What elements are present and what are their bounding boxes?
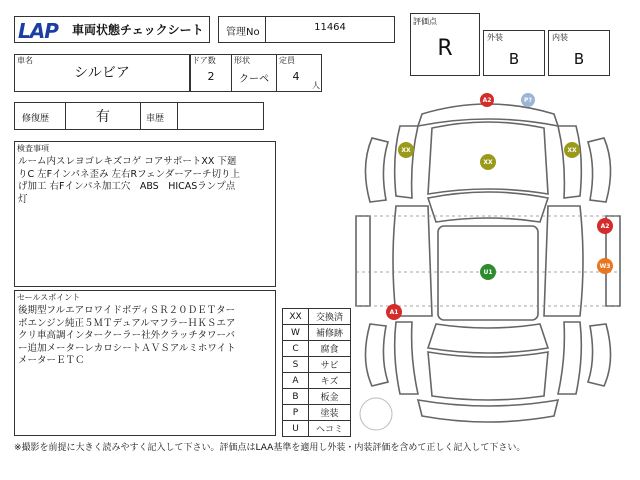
car-rear-window (428, 324, 548, 353)
legend-row (283, 325, 351, 341)
exterior-value: B (508, 50, 520, 68)
legend-row (283, 309, 351, 325)
car-trunk (428, 352, 548, 400)
car-left-door (393, 206, 432, 316)
legend-code: W (283, 325, 309, 341)
legend-desc: キズ (309, 373, 351, 389)
car-left-arch-rear (365, 324, 388, 386)
legend-row (283, 421, 351, 437)
marker-label: A2 (600, 223, 610, 230)
legend-code: S (283, 357, 309, 373)
grade-value: R (437, 36, 453, 61)
legend-row (283, 373, 351, 389)
repair-label: 修復歴 (22, 114, 50, 124)
car-left-side (356, 216, 370, 306)
inspection-line: ルーム内スレヨゴレキズコゲ コアサポートXX 下廻 (18, 156, 237, 167)
legend-code: C (283, 341, 309, 357)
sales-line: クリ車高調インタークーラー社外クラッチタワーバ (18, 330, 235, 341)
recall-label: 車歴 (146, 114, 165, 124)
damage-legend (282, 308, 351, 437)
sales-line: メーターＥＴＣ (18, 355, 85, 366)
marker-label: A1 (389, 309, 399, 316)
grade-label: 評価点 (413, 17, 437, 26)
sales-label: セールスポイント (17, 293, 81, 302)
logo-text: LAP (18, 19, 58, 42)
legend-code: XX (283, 309, 309, 325)
car-rear-fender-left (395, 322, 418, 394)
legend-desc: ヘコミ (309, 421, 351, 437)
legend-desc: サビ (309, 357, 351, 373)
legend-row (283, 341, 351, 357)
capacity-value: 4 (292, 70, 300, 83)
sales-line: ボエンジン純正５ＭＴデュアルマフラーＨＫＳエア (18, 317, 236, 329)
shape-value: クーペ (239, 74, 269, 85)
car-front-fender-right (558, 126, 581, 198)
car-front-fender-left (395, 126, 418, 198)
car-right-door (544, 206, 583, 316)
marker-label: XX (483, 159, 493, 166)
car-outline (356, 104, 620, 422)
exterior-label: 外装 (487, 33, 503, 42)
marker (480, 154, 496, 170)
vehicle-name-label: 車名 (17, 56, 33, 65)
marker (480, 264, 496, 280)
car-windshield (428, 192, 548, 222)
repair-value: 有 (96, 109, 110, 125)
legend-desc: 交換済 (309, 309, 351, 325)
recall-value-cell (177, 102, 264, 130)
legend-code: B (283, 389, 309, 405)
marker-label: P? (524, 97, 532, 104)
marker (597, 258, 613, 274)
marker (597, 218, 613, 234)
sales-line: ー追加メーターレカロシートＡＶＳアルミホワイト (18, 342, 236, 354)
mgmt-label: 管理No (226, 27, 260, 38)
inspection-line: りC 左Fインパネ歪み 左右Rフェンダーアーチ切り上 (18, 168, 240, 180)
car-left-arch-front (365, 138, 388, 202)
title-frame (14, 16, 210, 43)
marker-label: A2 (482, 97, 492, 104)
car-right-arch-rear (588, 324, 611, 386)
legend-code: U (283, 421, 309, 437)
legend-desc: 板金 (309, 389, 351, 405)
car-rear-fender-right (558, 322, 581, 394)
marker-label: XX (401, 147, 411, 154)
marker (480, 93, 494, 107)
marker-label: W3 (599, 263, 611, 270)
legend-desc: 補修跡 (309, 325, 351, 341)
interior-label: 内装 (552, 33, 568, 42)
marker (521, 93, 535, 107)
doors-label: ドア数 (192, 56, 216, 65)
legend-row (283, 357, 351, 373)
marker (398, 142, 414, 158)
inspection-line: げ加工 右Fインパネ加工穴 ABS HICASランプ点 (18, 181, 236, 192)
car-rear-bumper (418, 400, 558, 422)
car-diagram (352, 86, 624, 436)
marker (564, 142, 580, 158)
legend-row (283, 405, 351, 421)
interior-value: B (573, 50, 585, 68)
sales-line: 後期型フルエアロワイドボディＳＲ２０ＤＥＴター (18, 305, 236, 316)
legend-row (283, 389, 351, 405)
car-right-arch-front (588, 138, 611, 202)
marker (386, 304, 402, 320)
marker-label: XX (567, 147, 577, 154)
legend-code: A (283, 373, 309, 389)
doors-value: 2 (207, 70, 215, 83)
legend-code: P (283, 405, 309, 421)
capacity-unit: 人 (312, 81, 320, 90)
spare-tire-circle (360, 398, 392, 430)
footer-note: ※撮影を前提に大きく読みやすく記入して下さい。評価点はLAA基準を適用し外装・内装評価を含めて正しく記入して下さい。 (14, 443, 526, 453)
capacity-label: 定員 (279, 56, 295, 65)
vehicle-name: シルビア (74, 65, 130, 81)
marker-label: U1 (483, 269, 493, 276)
shape-label: 形状 (234, 56, 250, 65)
car-panel-dividers (356, 216, 620, 306)
inspection-line: 灯 (18, 193, 28, 205)
inspection-text (18, 156, 274, 206)
legend-desc: 塗装 (309, 405, 351, 421)
mgmt-no: 11464 (314, 22, 346, 33)
sheet-title: 車両状態チェックシート (72, 23, 204, 37)
sales-text (18, 305, 274, 368)
inspection-label: 検査事項 (17, 144, 49, 153)
legend-desc: 腐食 (309, 341, 351, 357)
